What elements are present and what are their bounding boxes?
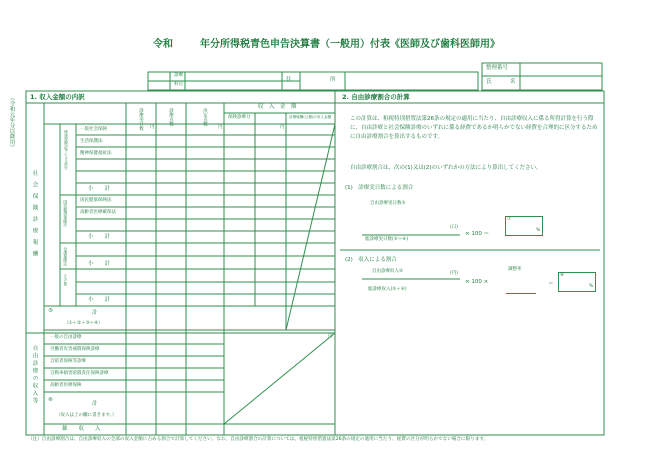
total-a-label: 計: [92, 310, 98, 316]
col-hoken-label: 保険診療分: [228, 115, 251, 120]
method2-percent: %: [589, 284, 594, 289]
total-b-note: （収入は上の欄に書きます。）: [56, 413, 117, 418]
sub-group-b-label: 国民健康保険法: [63, 200, 69, 227]
mark-6: ⑥: [48, 397, 53, 403]
method1-unit: (日): [450, 225, 459, 230]
method1-numerator: 自由診療実日数⑤: [370, 201, 406, 206]
method2-result-mark: ⑧: [560, 273, 565, 278]
form-title: 年分所得税青色申告決算書（一般用）付表《医師及び歯科医師用》: [200, 39, 500, 50]
sub-group-c-label: 介護保険法: [63, 247, 69, 266]
row-label: 精神保健福祉法: [80, 151, 112, 156]
method2-times: × 100 ×: [465, 279, 489, 285]
clinic-label-a: 診療: [174, 73, 183, 78]
sub-group-d-label: その他: [63, 274, 69, 286]
subtotal-label: 小 計: [88, 186, 111, 192]
name-label-2: 名: [510, 79, 516, 85]
clinic-label-b: 科目: [174, 82, 183, 87]
row-label: 高齢者医療確保法: [80, 210, 116, 215]
unit-yen: 円: [218, 125, 223, 130]
method2-denominator: 総診療収入(⑤＋⑥): [368, 287, 407, 292]
unit-yen: 円: [328, 334, 333, 339]
row-label: 労働者災害補償保険診療: [50, 347, 100, 352]
group-shakai-label: 社会保険診療報酬: [31, 170, 38, 262]
row-label: 生活保護法: [80, 139, 103, 144]
row-label: 自動車損害賠償責任保険診療: [50, 371, 109, 376]
row-label: 高齢者医療保険: [50, 383, 82, 388]
address-label: 住: [286, 77, 292, 83]
col-unit-label: 決定点数: [202, 108, 208, 126]
col-ippan-label: 診療報酬(公費)の収入金額: [289, 115, 332, 119]
method2-adjust-label: 調整率: [508, 267, 522, 272]
col-points-label: 診療点数: [168, 108, 174, 126]
row-label: 一般社会保険: [80, 127, 107, 132]
side-note: （令和元年分以降用）: [8, 95, 15, 150]
col-income-head: 収 入 金 額: [258, 104, 297, 110]
address-input[interactable]: [345, 72, 478, 90]
seiri-input[interactable]: [521, 64, 601, 76]
sub-group-a-label: 健康保険法等による給付: [64, 130, 69, 170]
name-input[interactable]: [521, 77, 601, 89]
mark-5: ⑤: [48, 308, 53, 314]
subtotal-label: 小 計: [88, 261, 111, 267]
total-a-formula: （①＋②＋③＋④）: [64, 321, 103, 326]
unit-yen: 円: [280, 125, 285, 130]
subtotal-label: 小 計: [88, 297, 111, 303]
method2-equals: ＝: [548, 281, 554, 287]
method2-unit: (円): [450, 271, 459, 276]
grand-total-label: 雑 収 入: [62, 426, 101, 432]
method1-title: (1) 診療実日数による割合: [345, 185, 414, 191]
col-days-label: 診療実日数: [138, 108, 144, 131]
address-label-2: 所: [330, 77, 336, 83]
name-label: 氏: [486, 79, 492, 85]
footnote: （注）自由診療割合は、自由診療収入の全部の収入金額に占める割合で計算してください。なお、自由診療割合の計算については、租税特別措置法第26条の規定の適用に当たり、経費の区分が明らかでない場合に限ります。: [28, 437, 489, 442]
row-label: 国民健康保険法: [80, 198, 112, 203]
era-label: 令和: [153, 39, 173, 50]
method1-result-mark: ⑦: [507, 217, 512, 222]
row-label: 一般の自由診療: [50, 335, 82, 340]
group-jiyu-label: 自由診療の収入等: [31, 345, 38, 405]
row-label: 自賠責保険等診療: [50, 359, 86, 364]
method1-percent: %: [536, 228, 541, 233]
method2-numerator: 自由診療収入⑤: [372, 269, 404, 274]
section2-para1: この計算は、租税特別措置法第26条の規定の適用に当たり、自由診療収入に係る所得計算を行う際に、自由診療と社会保険診療のいずれに係る経費であるか明らかでない経費を合理的に区分するために自由診療割合を算出するものです。: [350, 116, 598, 140]
section1-title: 1. 収入金額の内訳: [30, 93, 85, 101]
method2-title: (2) 収入による割合: [345, 257, 397, 263]
subtotal-label: 小 計: [88, 234, 111, 240]
unit-yen: 円: [150, 125, 155, 130]
seiri-label: 整理番号: [486, 65, 509, 71]
section2-para2: 自由診療割合は、次の(1)又は(2)のいずれかの方法により算出してください。: [350, 165, 542, 171]
total-b-label: 計: [92, 401, 98, 407]
section2-title: 2. 自由診療割合の計算: [342, 93, 410, 101]
method1-denominator: 総診療実日数(⑤＋⑥): [365, 237, 409, 242]
method2-adjust-box[interactable]: [506, 276, 536, 294]
main-frame: [26, 91, 604, 435]
method1-times: × 100 ＝: [465, 231, 490, 237]
